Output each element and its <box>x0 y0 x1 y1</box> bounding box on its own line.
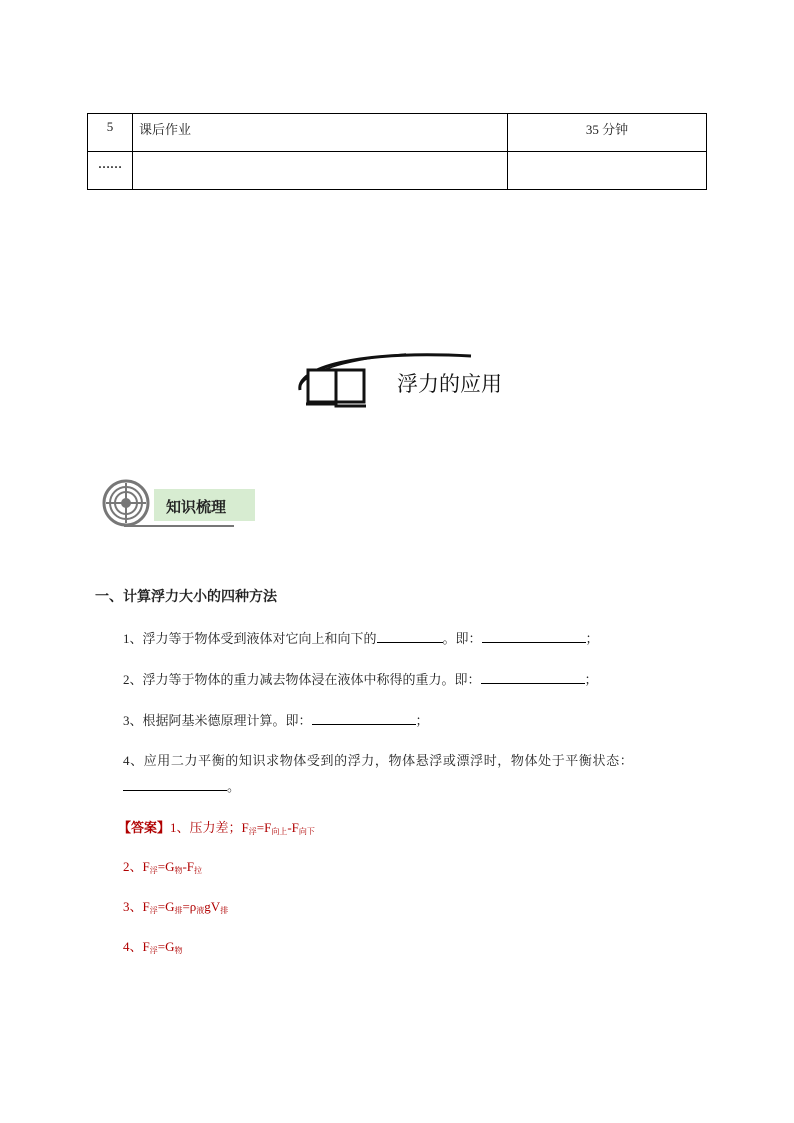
answer-blank <box>482 630 586 643</box>
row-task <box>133 152 508 190</box>
knowledge-label: 知识梳理 <box>166 498 227 516</box>
table-row <box>88 114 707 152</box>
method-item-4: 4、应用二力平衡的知识求物体受到的浮力，物体悬浮或漂浮时，物体处于平衡状态： <box>123 753 634 768</box>
row-number: …… <box>88 152 133 190</box>
answer-blank <box>123 778 227 791</box>
answer-blank <box>481 671 585 684</box>
row-time <box>508 152 707 190</box>
method-item-3: 3、根据阿基米德原理计算。即： ； <box>123 713 429 728</box>
table-row <box>88 152 707 190</box>
answer-line-3: 3、$F_浮=G_排=\rho_液gV_排$ <box>123 899 229 915</box>
row-task: 课后作业 <box>133 114 508 152</box>
row-time: 35 分钟 <box>508 114 707 152</box>
row-number: 5 <box>88 114 133 152</box>
knowledge-header <box>100 479 260 531</box>
method-item-4-cont: 。 <box>123 776 240 795</box>
answer-blank <box>312 712 416 725</box>
answer-blank <box>377 630 443 643</box>
answer-line-2: 2、$F_浮=G_物-F_拉$ <box>123 859 203 875</box>
target-icon <box>100 479 160 531</box>
method-item-1: 1、浮力等于物体受到液体对它向上和向下的 。即： ； <box>123 631 599 646</box>
header-underline <box>124 525 234 527</box>
answer-line-4: 4、$F_浮=G_物$ <box>123 939 183 955</box>
answer-line-1: 【答案】1、压力差；$F_浮=F_{向上}-F_{向下}$ <box>118 820 315 836</box>
schedule-table <box>87 113 707 190</box>
section-heading: 一、计算浮力大小的四种方法 <box>95 589 277 605</box>
section-title-banner <box>296 348 536 408</box>
method-item-2: 2、浮力等于物体的重力减去物体浸在液体中称得的重力。即： ； <box>123 672 598 687</box>
section-title: 浮力的应用 <box>397 372 502 396</box>
